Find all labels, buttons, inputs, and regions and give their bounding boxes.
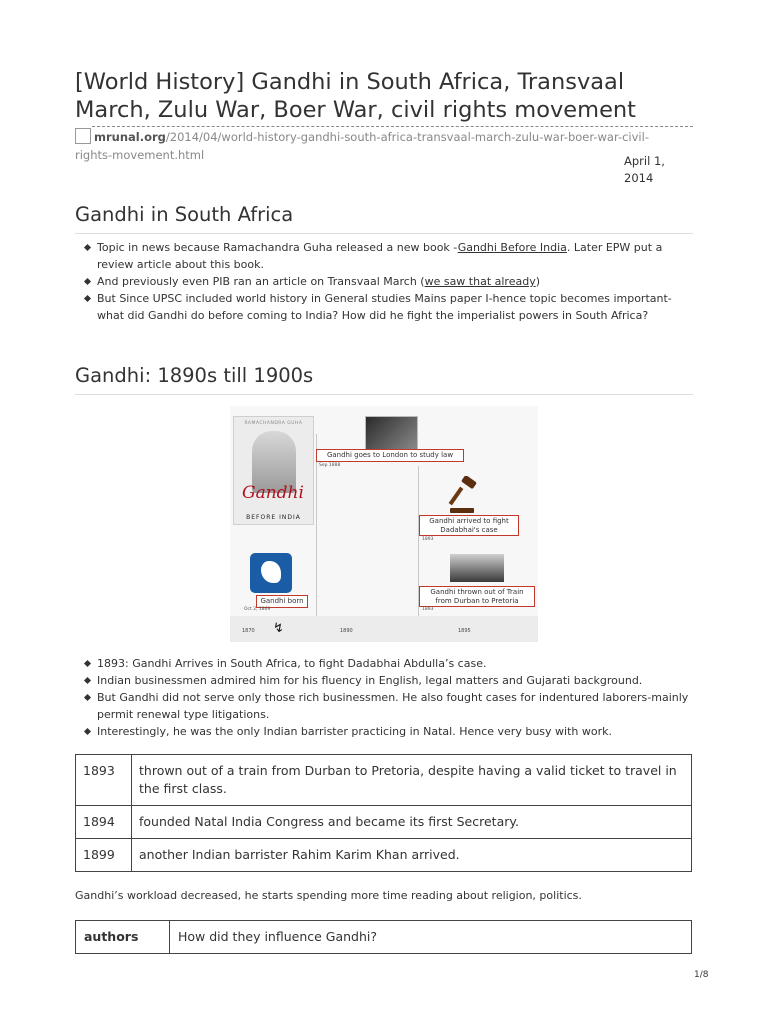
url-separator (92, 126, 693, 127)
event-cell: founded Natal India Congress and became its first Secretary. (132, 806, 692, 839)
list-item: Interestingly, he was the only Indian barrister practicing in Natal. Hence very busy with work. (97, 723, 695, 740)
year-cell: 1894 (76, 806, 132, 839)
bullet-text: ) (535, 275, 541, 288)
url-path[interactable]: /2014/04/world-history-gandhi-south-africa-transvaal-march-zulu-war-boer-war-civil-rights-movement.html (75, 130, 649, 162)
section-divider (75, 394, 693, 395)
book-title: Gandhi (242, 483, 304, 503)
gandhi-photo-image (365, 416, 418, 451)
page-number: 1/8 (694, 970, 709, 980)
gandhi-timeline-figure (230, 406, 538, 642)
year-cell: 1893 (76, 755, 132, 806)
timeline-label-train: Gandhi thrown out of Train from Durban to Pretoria (419, 586, 535, 607)
list-item: But Gandhi did not serve only those rich businessmen. He also fought cases for indentured laborers-mainly permit renewal type litigations. (97, 689, 695, 723)
table-row (76, 806, 692, 839)
section-heading-1890s: Gandhi: 1890s till 1900s (75, 364, 314, 387)
bullet-text: But Since UPSC included world history in General studies Mains paper I-hence topic becomes important- what did Gandhi do before coming to India? How did he fight the imperialist powers in South Africa? (97, 292, 672, 322)
book-cover-image (233, 416, 314, 525)
timeline-date-born: Oct 2, 1869 (244, 607, 271, 612)
table-row (76, 755, 692, 806)
book-subtitle: BEFORE INDIA (246, 514, 301, 521)
list-item (97, 239, 695, 273)
timeline-year-tick: 1870 (242, 628, 255, 634)
authors-header-cell: authors (76, 921, 170, 954)
transvaal-article-link[interactable]: we saw that already (424, 275, 536, 288)
book-link[interactable]: Gandhi Before India (457, 241, 567, 254)
section-heading-south-africa: Gandhi in South Africa (75, 203, 294, 226)
gavel-icon (446, 476, 486, 514)
timeline-label-london: Gandhi goes to London to study law (316, 449, 464, 462)
document-title: [World History] Gandhi in South Africa, Transvaal March, Zulu War, Boer War, civil rights movement (75, 69, 636, 123)
book-author: RAMACHANDRA GUHA (244, 421, 303, 426)
table-row (76, 921, 692, 954)
timeline-year-tick: 1890 (340, 628, 353, 634)
list-item: 1893: Gandhi Arrives in South Africa, to fight Dadabhai Abdulla’s case. (97, 655, 695, 672)
timeline-date-london: Sep 1888 (319, 463, 341, 468)
year-cell: 1899 (76, 839, 132, 872)
workload-paragraph: Gandhi’s workload decreased, he starts spending more time reading about religion, politics. (75, 889, 582, 902)
train-image (450, 554, 504, 582)
publish-date: April 1, 2014 (624, 154, 665, 185)
bullet-text: Topic in news because Ramachandra Guha released a new book - (97, 241, 458, 254)
event-cell: thrown out of a train from Durban to Pretoria, despite having a valid ticket to travel in the first class. (132, 755, 692, 806)
bullet-text: And previously even PIB ran an article on Transvaal March ( (97, 275, 425, 288)
intro-bullet-list (97, 239, 695, 324)
timeline-year-tick: 1895 (458, 628, 471, 634)
timeline-marker-line (316, 434, 317, 618)
events-table (75, 754, 692, 872)
timeline-label-born: Gandhi born (256, 595, 308, 608)
arrival-bullet-list (97, 655, 695, 740)
timeline-date-arrived: 1893 (422, 537, 434, 542)
influence-header-cell: How did they influence Gandhi? (170, 921, 692, 954)
india-map-icon (250, 553, 292, 593)
list-item (97, 290, 695, 324)
lightning-icon: ↯ (273, 621, 284, 636)
event-cell: another Indian barrister Rahim Karim Khan arrived. (132, 839, 692, 872)
url-domain[interactable]: mrunal.org (94, 130, 166, 144)
source-url[interactable] (75, 128, 675, 164)
table-row (76, 839, 692, 872)
list-item: Indian businessmen admired him for his fluency in English, legal matters and Gujarati background. (97, 672, 695, 689)
authors-table (75, 920, 692, 954)
section-divider (75, 233, 693, 234)
list-item (97, 273, 695, 290)
timeline-label-arrived: Gandhi arrived to fight Dadabhai's case (419, 515, 519, 536)
bullet-text: . Later EPW put a review article about this book. (97, 241, 663, 271)
timeline-date-train: 1893 (422, 607, 434, 612)
